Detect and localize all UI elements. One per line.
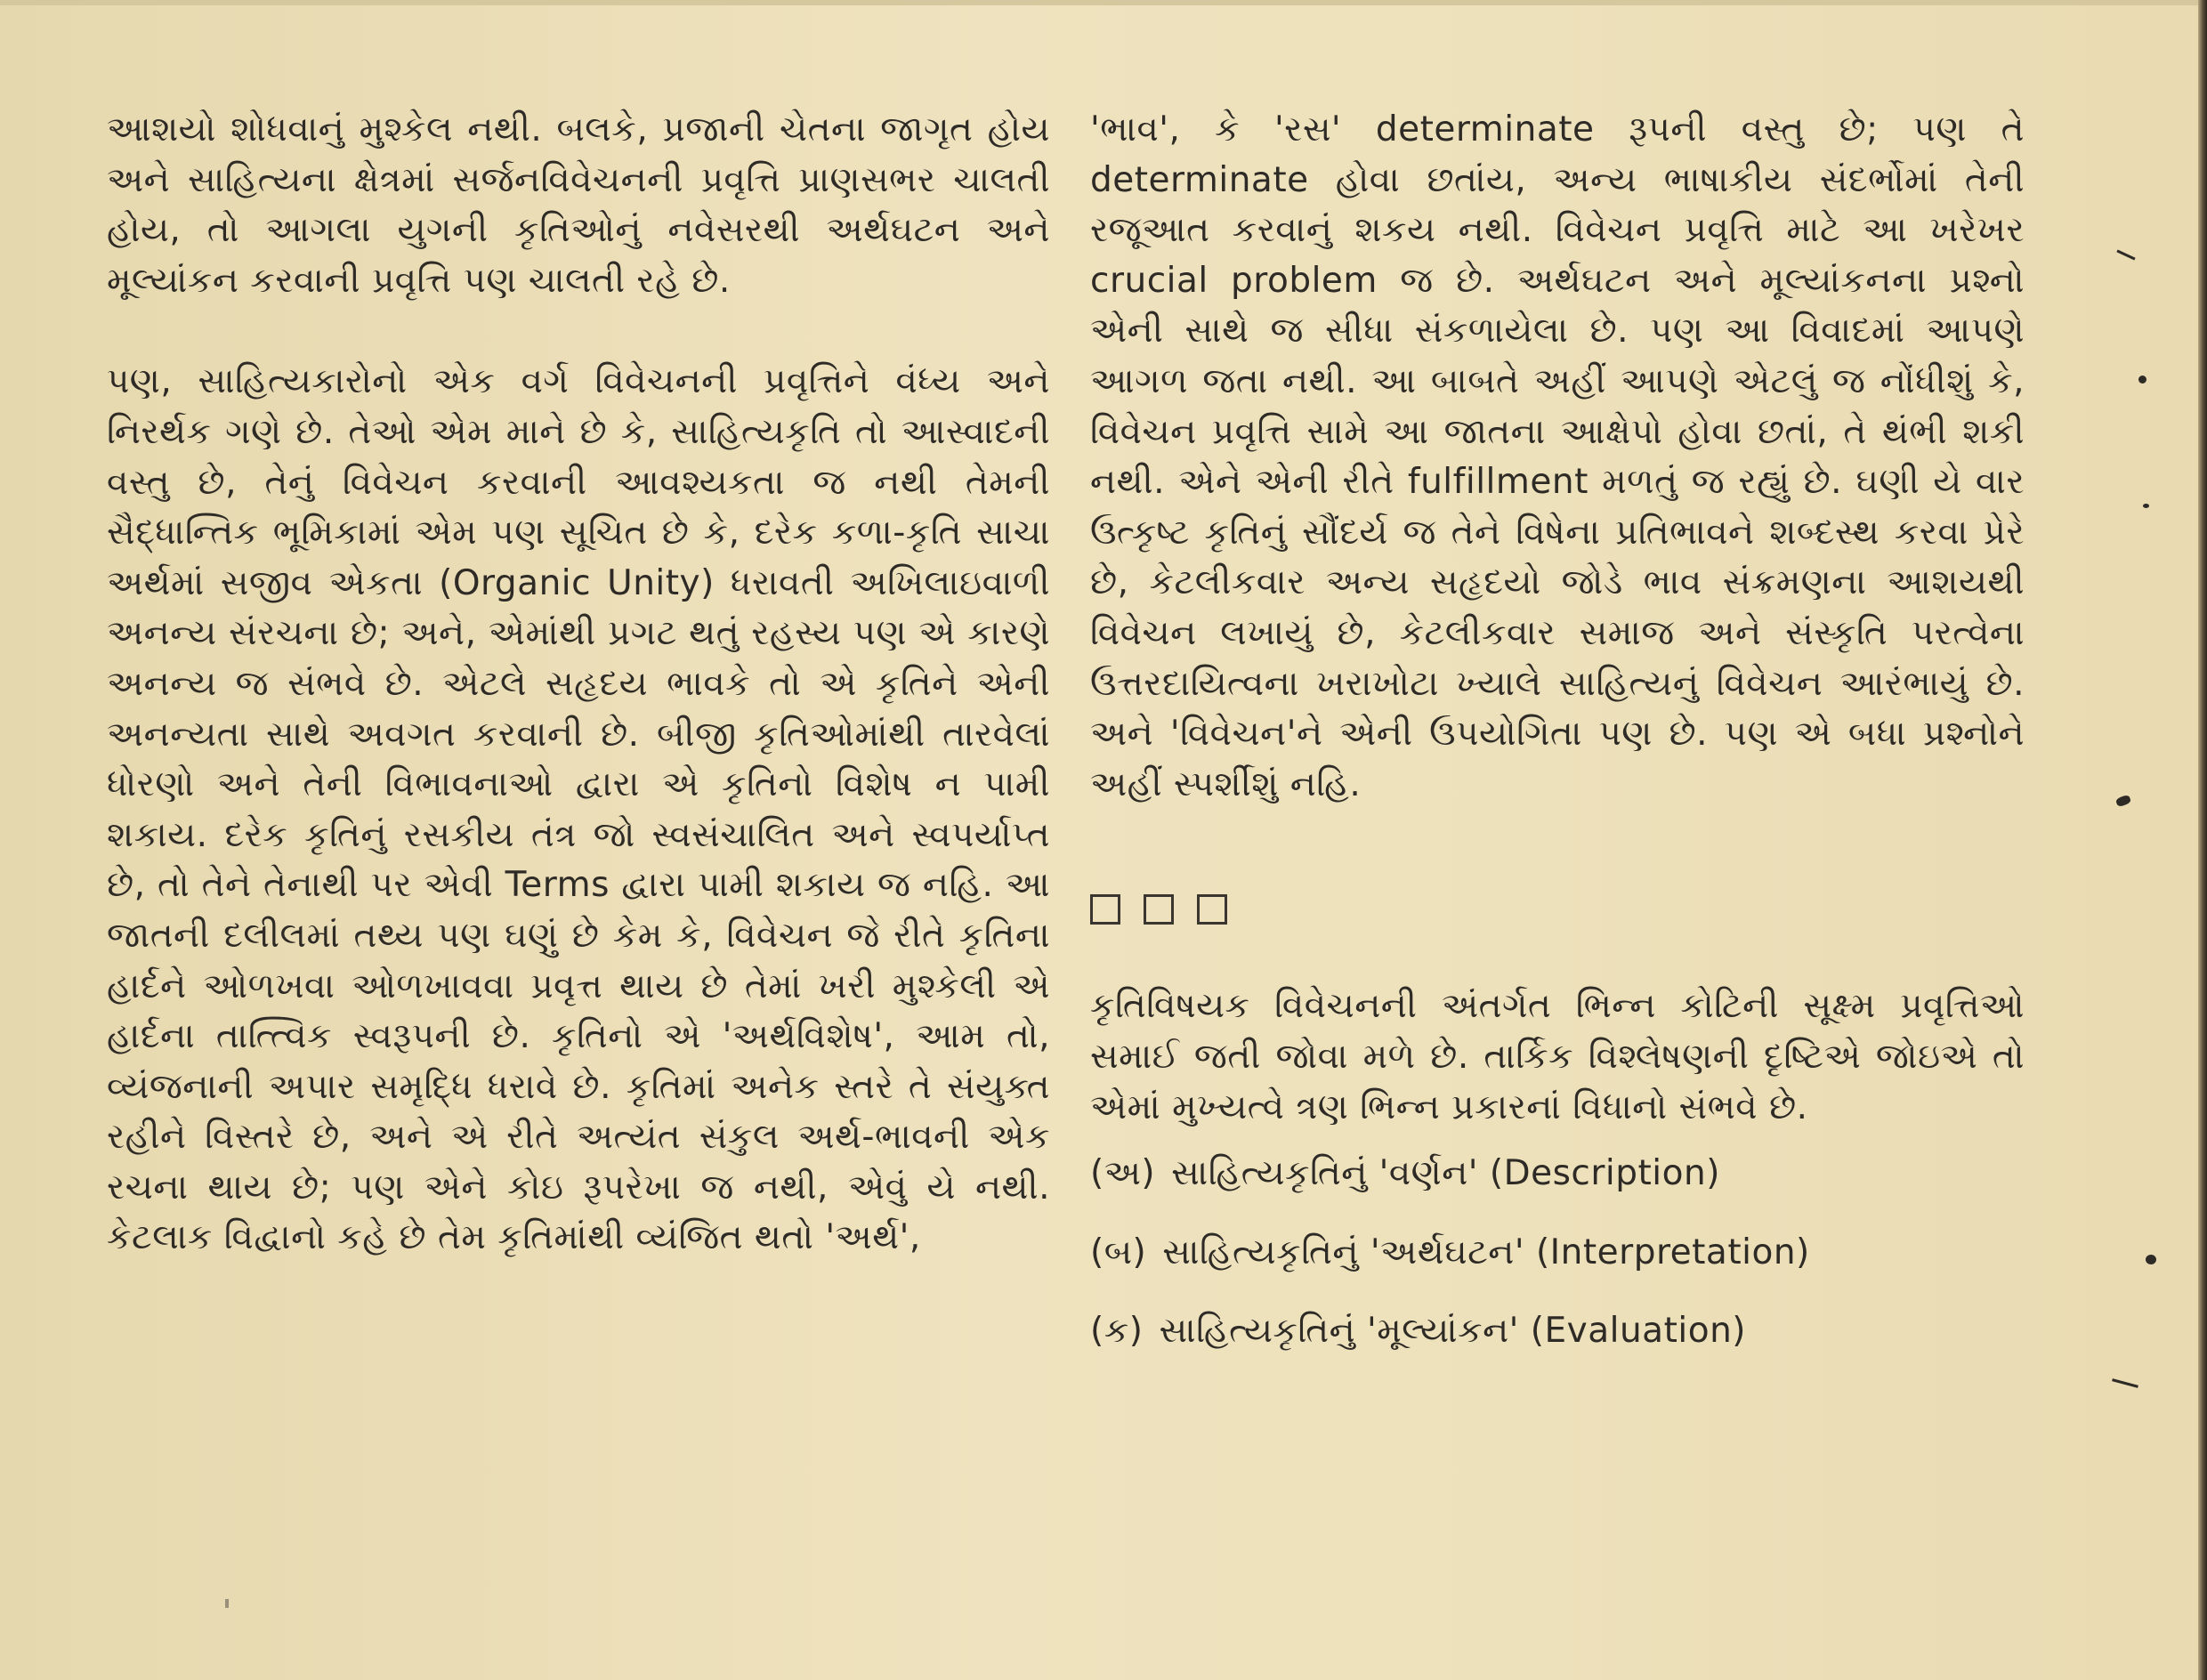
list-marker: (બ): [1090, 1232, 1147, 1272]
left-column: [107, 105, 1050, 1264]
list-text: સાહિત્યકૃતિનું 'વર્ણન' (Description): [1171, 1153, 1720, 1194]
margin-mark: [2112, 1378, 2138, 1388]
separator-box: [1090, 894, 1120, 925]
margin-dot: [2143, 504, 2149, 508]
paragraph-2: પણ, સાહિત્યકારોનો એક વર્ગ વિવેચનની પ્રવૃત્તિને વંધ્ય અને નિરર્થક ગણે છે. તેઓ એમ માને છે કે, સાહિત્યકૃતિ તો આસ્વાદની વસ્તુ છે, તેનું વિવેચન કરવાની આવશ્યકતા જ નથી તેમની સૈદ્ધાન્તિક ભૂમિકામાં એમ પણ સૂચિત છે કે, દરેક કળા-કૃતિ સાચા અર્થમાં સજીવ એકતા (Organic Unity) ધરાવતી અખિલાઇવાળી અનન્ય સંરચના છે; અને, એમાંથી પ્રગટ થતું રહસ્ય પણ એ કારણે અનન્ય જ સંભવે છે. એટલે સહૃદય ભાવકે તો એ કૃતિને એની અનન્યતા સાથે અવગત કરવાની છે. બીજી કૃતિઓમાંથી તારવેલાં ધોરણો અને તેની વિભાવનાઓ દ્વારા એ કૃતિનો વિશેષ ન પામી શકાય. દરેક કૃતિનું રસકીય તંત્ર જો સ્વસંચાલિત અને સ્વપર્યાપ્ત છે, તો તેને તેનાથી પર એવી Terms દ્વારા પામી શકાય જ નહિ. આ જાતની દલીલમાં તથ્ય પણ ઘણું છે કેમ કે, વિવેચન જે રીતે કૃતિના હાર્દને ઓળખવા ઓળખાવવા પ્રવૃત્ત થાય છે તેમાં ખરી મુશ્કેલી એ હાર્દના તાત્ત્વિક સ્વરૂપની છે. કૃતિનો એ 'અર્થવિશેષ', આમ તો, વ્યંજનાની અપાર સમૃદ્ધિ ધરાવે છે. કૃતિમાં અનેક સ્તરે તે સંયુક્ત રહીને વિસ્તરે છે, અને એ રીતે અત્યંત સંકુલ અર્થ-ભાવની એક રચના થાય છે; પણ એને કોઇ રૂપરેખા જ નથી, એવું યે નથી. કેટલાક વિદ્વાનો કહે છે તેમ કૃતિમાંથી વ્યંજિત થતો 'અર્થ',: [107, 361, 1050, 1258]
list-text: સાહિત્યકૃતિનું 'મૂલ્યાંકન' (Evaluation): [1159, 1311, 1747, 1352]
list-marker: (અ): [1090, 1153, 1156, 1194]
separator-box: [1197, 894, 1227, 925]
page-binding-edge: [2198, 0, 2207, 1680]
separator-box: [1144, 894, 1174, 925]
list-item: [1090, 1228, 2025, 1279]
section-separator: [1090, 894, 2025, 928]
right-column: [1090, 105, 2025, 1385]
list-text: સાહિત્યકૃતિનું 'અર્થઘટન' (Interpretation): [1162, 1232, 1810, 1272]
list-marker: (ક): [1090, 1311, 1144, 1352]
paragraph-3: 'ભાવ', કે 'રસ' determinate રૂપની વસ્તુ છે; પણ તે determinate હોવા છતાંય, અન્ય ભાષાકીય સંદર્ભોમાં તેની રજૂઆત કરવાનું શકય નથી. વિવેચન પ્રવૃત્તિ માટે આ ખરેખર crucial problem જ છે. અર્થઘટન અને મૂલ્યાંકનના પ્રશ્નો એની સાથે જ સીધા સંકળાયેલા છે. પણ આ વિવાદમાં આપણે આગળ જતા નથી. આ બાબતે અહીં આપણે એટલું જ નોંધીશું કે, વિવેચન પ્રવૃત્તિ સામે આ જાતના આક્ષેપો હોવા છતાં, તે થંભી શકી નથી. એને એની રીતે fulfillment મળતું જ રહ્યું છે. ઘણી યે વાર ઉત્કૃષ્ટ કૃતિનું સૌંદર્ય જ તેને વિષેના પ્રતિભાવને શબ્દસ્થ કરવા પ્રેરે છે, કેટલીકવાર અન્ય સહૃદયો જોડે ભાવ સંક્રમણના આશયથી વિવેચન લખાયું છે, કેટલીકવાર સમાજ અને સંસ્કૃતિ પરત્વેના ઉત્તરદાયિત્વના ખરાખોટા ખ્યાલે સાહિત્યનું વિવેચન આરંભાયું છે. અને 'વિવેચન'ને એની ઉપયોગિતા પણ છે. પણ એ બધા પ્રશ્નોને અહીં સ્પર્શીશું નહિ.: [1090, 109, 2025, 804]
paper-speck: [225, 1599, 229, 1608]
statement-types-list: [1090, 1149, 2025, 1357]
margin-dot: [2146, 1255, 2156, 1264]
list-item: [1090, 1149, 2025, 1199]
margin-mark: [2116, 249, 2135, 260]
page-top-edge: [0, 0, 2207, 5]
paragraph-1: આશયો શોધવાનું મુશ્કેલ નથી. બલકે, પ્રજાની ચેતના જાગૃત હોય અને સાહિત્યના ક્ષેત્રમાં સર્જનવિવેચનની પ્રવૃત્તિ પ્રાણસભર ચાલતી હોય, તો આગલા યુગની કૃતિઓનું નવેસરથી અર્થઘટન અને મૂલ્યાંકન કરવાની પ્રવૃત્તિ પણ ચાલતી રહે છે.: [107, 109, 1050, 301]
intro-paragraph: કૃતિવિષયક વિવેચનની અંતર્ગત ભિન્ન કોટિની સૂક્ષ્મ પ્રવૃત્તિઓ સમાઈ જતી જોવા મળે છે. તાર્કિક વિશ્લેષણની દૃષ્ટિએ જોઇએ તો એમાં મુખ્યત્વે ત્રણ ભિન્ન પ્રકારનાં વિધાનો સંભવે છે.: [1090, 986, 2025, 1127]
margin-dot: [2138, 376, 2146, 384]
margin-mark: [2115, 795, 2131, 808]
list-item: [1090, 1306, 2025, 1357]
